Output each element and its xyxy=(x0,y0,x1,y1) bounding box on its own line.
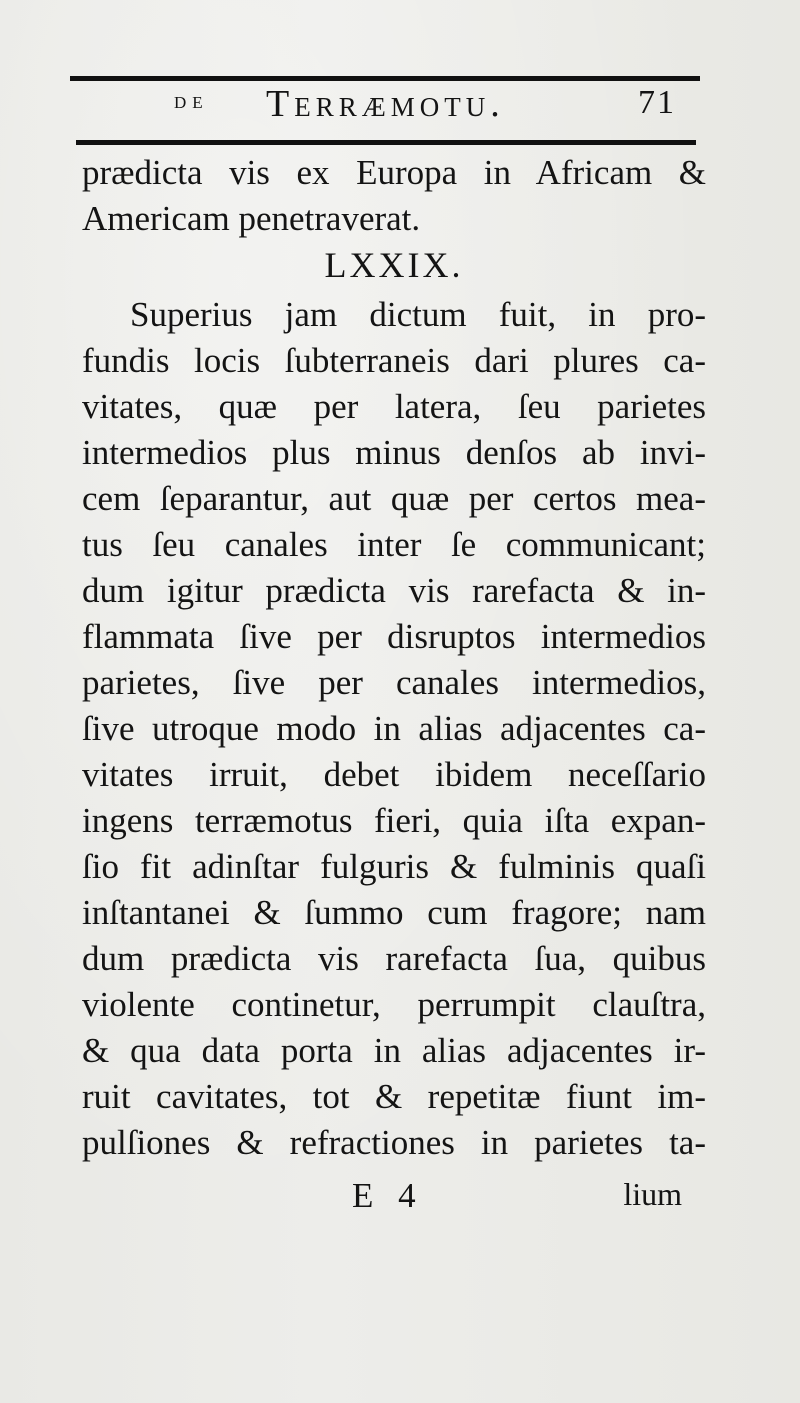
text-line: dum prædicta vis rarefacta ſua, quibus xyxy=(82,939,706,978)
text-line: ſive utroque modo in alias adjacentes ca- xyxy=(82,709,706,748)
running-head-title: Terræmotu. xyxy=(266,83,505,125)
header-rule-top xyxy=(70,76,700,81)
text-line: violente continetur, perrumpit clauſtra, xyxy=(82,985,706,1024)
text-line: ingens terræmotus fieri, quia iſta expan- xyxy=(82,801,706,840)
running-head-prefix: de xyxy=(174,88,209,114)
section-heading: LXXIX. xyxy=(324,245,464,285)
body-text xyxy=(82,150,706,1166)
text-line: tus ſeu canales inter ſe communicant; xyxy=(82,525,706,564)
running-head xyxy=(80,84,690,134)
page-footer xyxy=(82,1176,682,1222)
signature-mark: E 4 xyxy=(352,1176,424,1215)
text-line: vitates, quæ per latera, ſeu parietes xyxy=(82,387,706,426)
text-line: ruit cavitates, tot & repetitæ fiunt im- xyxy=(82,1077,706,1116)
text-line: fundis locis ſubterraneis dari plures ca- xyxy=(82,341,706,380)
text-line: inſtantanei & ſummo cum fragore; nam xyxy=(82,893,706,932)
text-line: intermedios plus minus denſos ab invi- xyxy=(82,433,706,472)
text-line: dum igitur prædicta vis rarefacta & in- xyxy=(82,571,706,610)
header-rule-bottom xyxy=(76,140,696,145)
text-line: vitates irruit, debet ibidem neceſſario xyxy=(82,755,706,794)
text-line: & qua data porta in alias adjacentes ir- xyxy=(82,1031,706,1070)
page-number: 71 xyxy=(638,84,676,121)
text-line: Superius jam dictum fuit, in pro- xyxy=(130,295,706,334)
text-line: flammata ſive per disruptos intermedios xyxy=(82,617,706,656)
text-line: ſio fit adinſtar fulguris & fulminis quaſi xyxy=(82,847,706,886)
text-line: prædicta vis ex Europa in Africam & xyxy=(82,153,706,192)
catchword: lium xyxy=(623,1176,682,1212)
text-line: pulſiones & refractiones in parietes ta- xyxy=(82,1123,706,1162)
text-line: Americam penetraverat. xyxy=(82,199,421,238)
text-line: parietes, ſive per canales intermedios, xyxy=(82,663,706,702)
text-line: cem ſeparantur, aut quæ per certos mea- xyxy=(82,479,706,518)
